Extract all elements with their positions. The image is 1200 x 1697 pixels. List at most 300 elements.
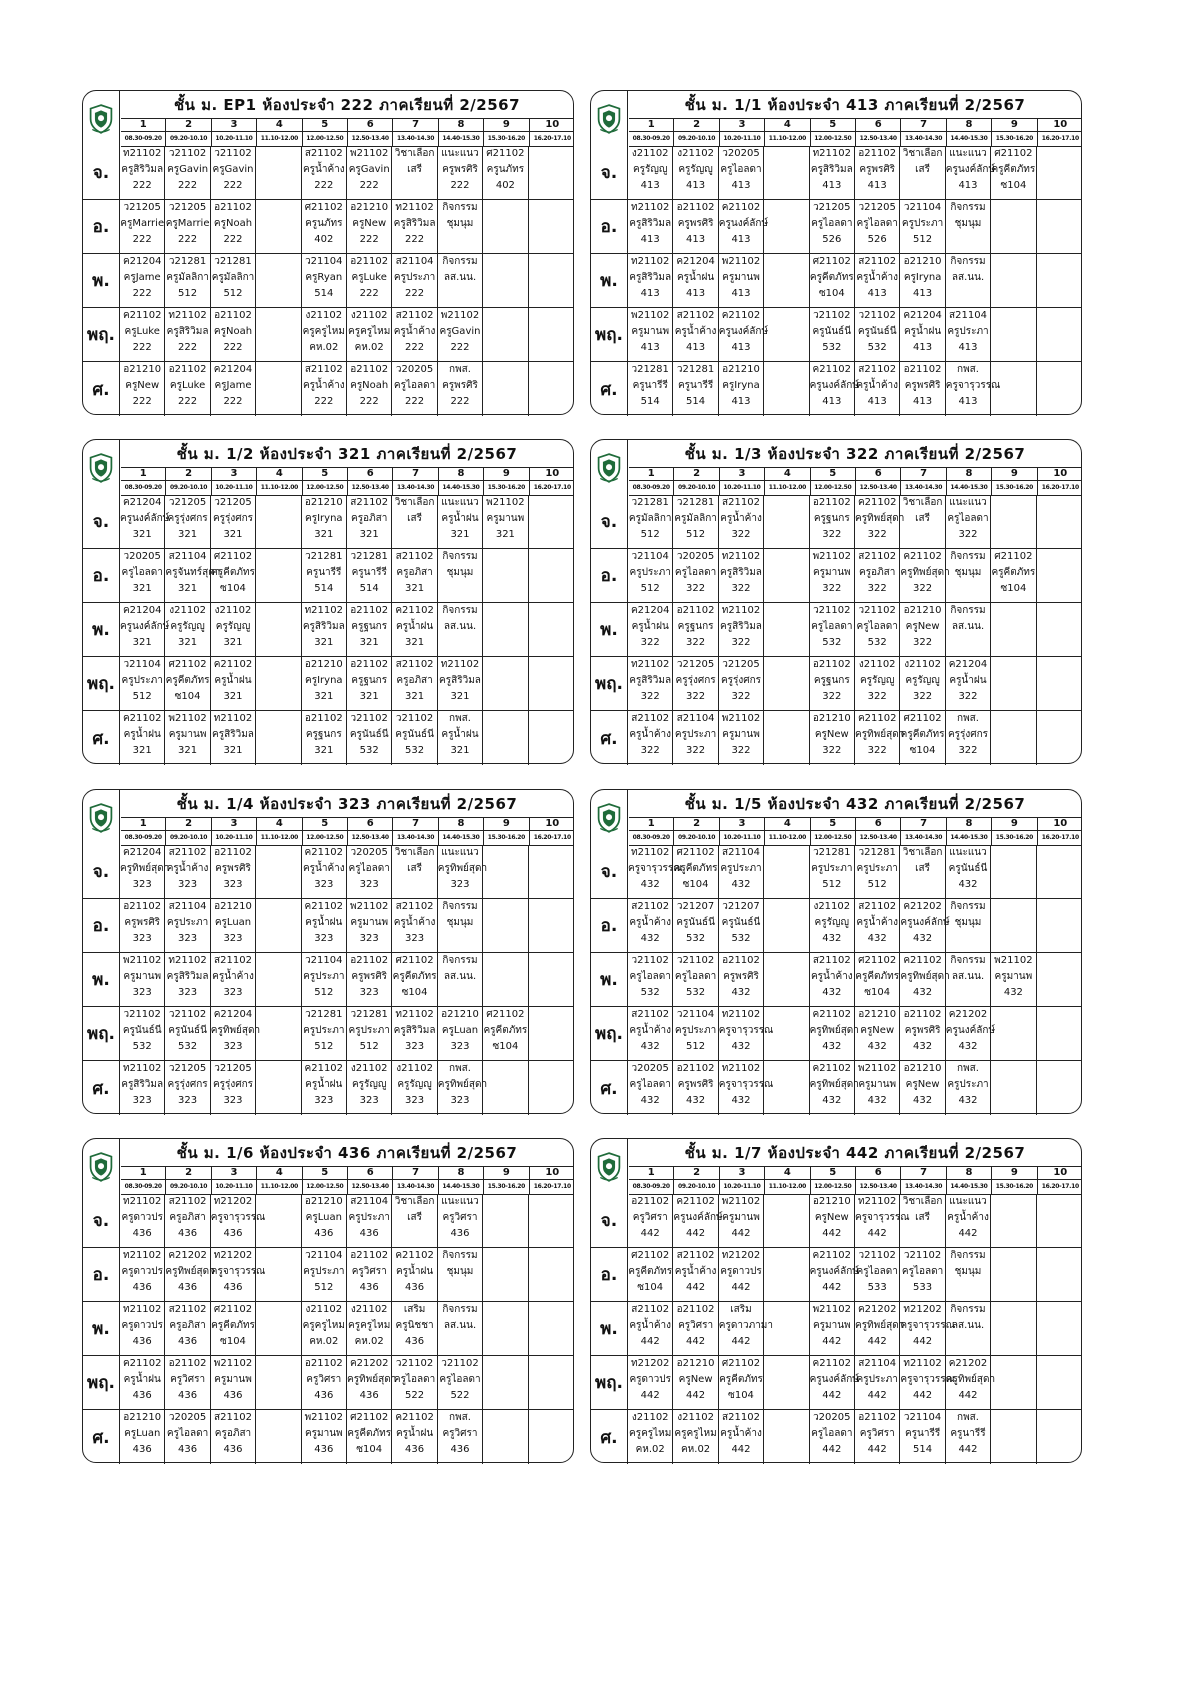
period-time: 12.50-13.40	[856, 131, 901, 146]
teacher-name: ครูน้ำค้าง	[393, 917, 436, 928]
schedule-cell	[810, 899, 855, 952]
school-emblem-icon	[83, 790, 120, 845]
timetable-card	[82, 90, 574, 415]
room-number: 432	[958, 879, 978, 890]
room-number: 413	[867, 288, 887, 299]
period-number: 4	[257, 817, 302, 830]
period-number: 4	[765, 467, 810, 480]
room-number: 442	[913, 1336, 933, 1347]
teacher-name: ครูจารุวรรณ	[210, 1266, 266, 1277]
room-number: 436	[223, 1390, 243, 1401]
schedule-cell	[256, 146, 301, 199]
course-code: พ21102	[721, 256, 761, 267]
room-number: 413	[731, 396, 751, 407]
schedule-cell	[764, 1356, 809, 1409]
course-code: ส21102	[631, 901, 670, 912]
teacher-name: ครูไอลดา	[811, 1428, 853, 1439]
schedule-cell	[719, 495, 764, 548]
room-number: 436	[178, 1282, 198, 1293]
day-row	[591, 1410, 1081, 1464]
course-code: ค21102	[395, 1412, 434, 1423]
day-label: พฤ.	[83, 657, 120, 710]
course-code: อ21210	[858, 1009, 897, 1020]
room-number: 413	[958, 180, 978, 191]
schedule-cell	[347, 1356, 397, 1409]
teacher-name: ครูไอลดา	[674, 567, 717, 578]
day-row	[591, 308, 1081, 362]
room-number: 442	[867, 1228, 887, 1239]
teacher-name: ครูมัลลิกา	[628, 513, 672, 524]
course-code: ง21102	[396, 1063, 433, 1074]
room-number: 436	[405, 1444, 425, 1455]
period-time: 16.20-17.10	[533, 1183, 571, 1190]
period-number: 1	[121, 467, 166, 480]
teacher-name: ครูไอลดา	[856, 621, 898, 632]
schedule-cell	[1037, 362, 1082, 416]
schedule-cell	[900, 549, 950, 602]
teacher-name: ครูสิริวิมล	[166, 326, 209, 337]
schedule-cell	[809, 1061, 859, 1115]
course-code: ศ21102	[994, 148, 1033, 159]
day-row	[83, 362, 573, 416]
teacher-name: ครูไอลดา	[720, 164, 762, 175]
teacher-name: เสรี	[407, 1212, 423, 1223]
room-number: 442	[686, 1390, 706, 1401]
schedule-cell	[673, 1302, 718, 1355]
period-time: 08.30-09.20	[121, 1179, 166, 1194]
course-code: ศ21102	[213, 551, 253, 562]
course-code: ส21102	[395, 551, 434, 562]
course-code: กพส.	[957, 1063, 979, 1074]
room-number: 436	[223, 1282, 243, 1293]
teacher-name: ครูพรศิริ	[215, 863, 251, 874]
schedule-cell	[900, 1194, 945, 1247]
schedule-cell	[210, 1248, 266, 1301]
course-code: วิชาเลือก	[902, 497, 943, 508]
schedule-cell	[673, 603, 718, 656]
room-number: ซ104	[909, 745, 936, 756]
teacher-name: ครูวิศรา	[306, 1374, 342, 1385]
course-code: ว20205	[631, 1063, 669, 1074]
schedule-cell	[120, 1007, 165, 1060]
course-code: ค21102	[304, 1063, 344, 1074]
course-code: ส21102	[676, 1250, 715, 1261]
schedule-cell	[165, 603, 210, 656]
course-code: ว21102	[168, 148, 207, 159]
room-number: 436	[132, 1444, 152, 1455]
day-label: ศ.	[591, 362, 628, 416]
schedule-cell	[210, 1194, 266, 1247]
course-code: กพส.	[449, 1412, 471, 1423]
schedule-cell	[165, 711, 210, 765]
period-number: 4	[257, 118, 302, 131]
schedule-cell	[764, 899, 809, 952]
schedule-cell	[483, 308, 528, 361]
schedule-cell	[1037, 899, 1082, 952]
teacher-name: ครูนารีรี	[950, 1428, 986, 1439]
course-code: ท21102	[721, 1009, 761, 1020]
teacher-name: ครูไอลดา	[629, 971, 671, 982]
course-code: ศ21102	[994, 551, 1033, 562]
schedule-cell	[211, 549, 256, 602]
course-code: ส21102	[858, 901, 897, 912]
teacher-name: ครูไอลดา	[439, 1374, 481, 1385]
room-number: 436	[359, 1390, 379, 1401]
teacher-name: ครูฐนกร	[351, 675, 388, 686]
schedule-cell	[945, 1356, 996, 1409]
course-code: อ21102	[168, 1358, 207, 1369]
course-code: ท21102	[630, 256, 670, 267]
course-code: ศ21102	[721, 1358, 761, 1369]
room-number: 222	[132, 288, 152, 299]
schedule-cell	[120, 1410, 165, 1464]
course-code: ค21102	[721, 310, 761, 321]
course-code: ท21202	[630, 1358, 670, 1369]
course-code: แนะแนว	[949, 148, 987, 159]
course-code: ง21102	[631, 148, 669, 159]
course-code: ว21205	[214, 1063, 252, 1074]
period-number: 10	[1053, 119, 1068, 130]
room-number: ซ104	[1000, 583, 1027, 594]
schedule-cell	[302, 146, 347, 199]
schedule-cell	[764, 657, 809, 710]
period-number: 5	[303, 1166, 348, 1179]
room-number: 322	[640, 637, 660, 648]
period-number: 2	[674, 118, 719, 131]
teacher-name: ครูจารุวรรณ	[718, 1079, 774, 1090]
period-number: 5	[811, 817, 856, 830]
teacher-name: ชุมนุม	[954, 567, 982, 578]
schedule-cell	[628, 254, 673, 307]
course-code: ง21102	[858, 659, 896, 670]
course-code: แนะแนว	[949, 847, 987, 858]
schedule-cell	[392, 1302, 437, 1355]
course-code: ว21281	[168, 256, 207, 267]
teacher-name: ครูNoah	[350, 380, 389, 391]
teacher-name: ครูพรศิริ	[442, 164, 478, 175]
course-code: ง21102	[631, 1412, 669, 1423]
period-number: 10	[1053, 1167, 1068, 1178]
schedule-cell	[120, 1302, 165, 1355]
schedule-cell	[991, 603, 1036, 656]
course-code: อ21210	[214, 901, 252, 912]
schedule-cell	[719, 603, 764, 656]
course-code: ค21102	[812, 364, 852, 375]
teacher-name: ครูพรศิริ	[677, 1079, 714, 1090]
period-number: 8	[947, 1166, 992, 1179]
teacher-name: ครูอภิสา	[169, 1212, 206, 1223]
schedule-cell	[810, 549, 855, 602]
schedule-cell	[256, 1302, 301, 1355]
teacher-name: ครูรัญญู	[905, 675, 940, 686]
period-time: 14.40-15.30	[947, 131, 992, 146]
schedule-cell	[673, 254, 718, 307]
period-time: 13.40-14.30	[901, 131, 946, 146]
room-number: 432	[958, 1095, 978, 1106]
schedule-cell	[1037, 254, 1082, 307]
card-header	[591, 1139, 1081, 1194]
room-number: 321	[314, 745, 334, 756]
schedule-cell	[673, 1061, 718, 1115]
teacher-name: ครูนารีรี	[677, 380, 714, 391]
schedule-cell	[673, 362, 718, 416]
schedule-cell	[810, 603, 855, 656]
schedule-cell	[437, 845, 488, 898]
schedule-cell	[673, 657, 718, 710]
teacher-name: ครูน้ำฝน	[395, 1266, 434, 1277]
course-code: อ21102	[304, 1358, 343, 1369]
teacher-name: เสรี	[407, 863, 423, 874]
schedule-cell	[256, 1248, 301, 1301]
teacher-name: ครูLuke	[351, 272, 387, 283]
course-code: กิจกรรม	[950, 256, 986, 267]
teacher-name: ลส.นน.	[951, 621, 985, 632]
teacher-name: ครูสิริวิมล	[393, 1025, 436, 1036]
period-time: 13.40-14.30	[393, 480, 438, 495]
period-number: 8	[439, 118, 484, 131]
room-number: คห.02	[309, 1336, 339, 1347]
course-code: ค21202	[168, 1250, 207, 1261]
course-code: ศ21102	[486, 1009, 525, 1020]
room-number: 532	[686, 933, 706, 944]
schedule-cell	[120, 1248, 165, 1301]
period-time: 16.20-17.10	[1041, 484, 1079, 491]
schedule-cell	[855, 549, 900, 602]
course-code: ว21102	[858, 1250, 896, 1261]
schedule-cell	[165, 362, 210, 416]
room-number: 321	[223, 637, 243, 648]
teacher-name: ครูทิพย์สุดา	[210, 1025, 261, 1036]
room-number: 514	[640, 396, 660, 407]
schedule-grid	[591, 495, 1081, 765]
course-code: ส21102	[631, 1009, 670, 1020]
teacher-name: ครูมานพ	[722, 729, 760, 740]
teacher-name: ครูอภิสา	[351, 513, 388, 524]
teacher-name: ครูทิพย์สุดา	[437, 1079, 488, 1090]
course-code: อ21210	[676, 1358, 715, 1369]
schedule-cell	[673, 495, 718, 548]
day-row	[83, 711, 573, 765]
room-number: 413	[958, 396, 978, 407]
course-code: อ21102	[350, 605, 389, 616]
schedule-cell	[900, 899, 950, 952]
schedule-cell	[900, 1248, 945, 1301]
schedule-cell	[810, 953, 855, 1006]
schedule-cell	[810, 146, 855, 199]
schedule-cell	[120, 603, 170, 656]
day-row	[83, 845, 573, 899]
course-code: ท21102	[168, 310, 207, 321]
room-number: 514	[314, 583, 334, 594]
course-code: ง21102	[904, 659, 941, 670]
schedule-cell	[256, 1061, 301, 1115]
schedule-cell	[810, 1410, 855, 1464]
course-code: ท21202	[903, 1304, 942, 1315]
schedule-cell	[302, 1410, 347, 1464]
schedule-cell	[1037, 1248, 1082, 1301]
schedule-cell	[855, 899, 900, 952]
schedule-cell	[764, 495, 809, 548]
schedule-cell	[256, 711, 301, 765]
period-time: 09.20-10.10	[166, 830, 211, 845]
schedule-cell	[855, 362, 900, 416]
schedule-cell	[946, 549, 991, 602]
room-number: ซ104	[401, 987, 428, 998]
room-number: 323	[405, 933, 425, 944]
schedule-cell	[347, 254, 392, 307]
period-number: 6	[856, 118, 901, 131]
teacher-name: ครูวิศรา	[442, 1212, 478, 1223]
teacher-name: ครูประภา	[947, 326, 989, 337]
teacher-name: ครูนันธ์นี	[168, 1025, 207, 1036]
period-number: 8	[439, 817, 484, 830]
teacher-name: ครูNoah	[213, 326, 253, 337]
schedule-cell	[256, 657, 301, 710]
period-number: 3	[212, 118, 257, 131]
course-code: พ21102	[630, 310, 670, 321]
teacher-name: ครูGavin	[439, 326, 481, 337]
course-code: ว21281	[631, 364, 669, 375]
course-code: ค21102	[395, 605, 434, 616]
school-emblem-icon	[83, 91, 120, 146]
schedule-cell	[900, 1356, 955, 1409]
schedule-cell	[120, 549, 165, 602]
schedule-cell	[211, 308, 256, 361]
room-number: 532	[731, 933, 751, 944]
course-code: ท21102	[122, 1250, 162, 1261]
room-number: 436	[359, 1228, 379, 1239]
room-number: 432	[822, 1095, 842, 1106]
course-code: ค21204	[213, 1009, 253, 1020]
day-row	[83, 899, 573, 953]
teacher-name: ครูมานพ	[350, 917, 389, 928]
course-code: วิชาเลือก	[902, 148, 943, 159]
schedule-cell	[628, 711, 673, 765]
teacher-name: ครูนันธ์นี	[349, 729, 389, 740]
schedule-cell	[256, 1194, 301, 1247]
course-code: วิชาเลือก	[394, 847, 435, 858]
day-label: ศ.	[591, 711, 628, 765]
schedule-cell	[165, 845, 210, 898]
teacher-name: ครูดาวปร	[629, 1374, 671, 1385]
teacher-name: ครูMarrie	[120, 218, 165, 229]
day-label: จ.	[83, 1194, 120, 1247]
period-number: 4	[765, 817, 810, 830]
room-number: 436	[405, 1282, 425, 1293]
course-code: ว20205	[350, 847, 388, 858]
schedule-cell	[483, 953, 528, 1006]
schedule-cell	[810, 657, 855, 710]
teacher-name: ครูพรศิริ	[124, 917, 161, 928]
schedule-cell	[347, 549, 392, 602]
teacher-name: ครูพรศิริ	[904, 1025, 941, 1036]
room-number: 413	[958, 342, 978, 353]
room-number: 323	[178, 1095, 198, 1106]
period-time: 16.20-17.10	[533, 834, 571, 841]
period-time: 09.20-10.10	[674, 131, 719, 146]
course-code: ส21104	[395, 256, 434, 267]
course-code: อ21102	[214, 310, 252, 321]
period-time: 13.40-14.30	[901, 480, 946, 495]
course-code: ส21102	[722, 1412, 760, 1423]
schedule-grid	[83, 146, 573, 416]
schedule-cell	[855, 308, 900, 361]
room-number: 321	[314, 637, 334, 648]
schedule-cell	[483, 495, 528, 548]
room-number: 442	[822, 1444, 842, 1455]
teacher-name: ครูอภิสา	[396, 675, 433, 686]
teacher-name: ครูทิพย์สุดา	[809, 1025, 859, 1036]
schedule-cell	[347, 146, 392, 199]
period-number: 6	[348, 118, 393, 131]
teacher-name: ครูมัลลิกา	[166, 272, 209, 283]
teacher-name: ครูน้ำค้าง	[302, 164, 345, 175]
schedule-cell	[529, 1356, 574, 1409]
day-row	[591, 1302, 1081, 1356]
room-number: 322	[731, 745, 751, 756]
card-title: ชั้น ม. 1/1 ห้องประจำ 413 ภาคเรียนที่ 2/2567	[629, 91, 1081, 119]
course-code: ท21202	[213, 1250, 253, 1261]
period-time: 10.20-11.10	[212, 131, 257, 146]
teacher-name: ครูน้ำค้าง	[947, 1212, 989, 1223]
course-code: ว20205	[168, 1412, 207, 1423]
course-code: อ21102	[858, 1412, 897, 1423]
room-number: ซ104	[864, 987, 891, 998]
course-code: ค21102	[122, 1358, 162, 1369]
course-code: ส21102	[676, 310, 715, 321]
room-number: ซ104	[356, 1444, 383, 1455]
schedule-cell	[120, 254, 165, 307]
period-time: 13.40-14.30	[901, 1179, 946, 1194]
schedule-cell	[764, 200, 809, 253]
teacher-name: ครูนันธ์นี	[857, 326, 897, 337]
period-time-row	[629, 830, 1081, 846]
room-number: 532	[867, 342, 887, 353]
course-code: ว21102	[813, 310, 851, 321]
schedule-cell	[673, 200, 718, 253]
room-number: 321	[178, 583, 198, 594]
schedule-cell	[529, 711, 574, 765]
period-number: 9	[992, 817, 1037, 830]
teacher-name: ครูทิพย์สุดา	[347, 1374, 397, 1385]
period-time: 13.40-14.30	[901, 830, 946, 845]
course-code: ว21102	[903, 1250, 942, 1261]
schedule-cell	[628, 549, 673, 602]
teacher-name: ครูครูไหม	[629, 1428, 672, 1439]
teacher-name: ครูรุ่งศกร	[167, 513, 208, 524]
schedule-cell	[392, 362, 437, 416]
schedule-cell	[628, 953, 673, 1006]
period-time: 16.20-17.10	[1041, 834, 1079, 841]
schedule-cell	[719, 1248, 764, 1301]
room-number: 322	[958, 529, 978, 540]
course-code: ว20205	[722, 148, 760, 159]
period-number: 10	[545, 1167, 560, 1178]
teacher-name: ครูคีตภัทร	[991, 567, 1036, 578]
teacher-name: ชุมนุม	[446, 567, 474, 578]
teacher-name: ครูสิริวิมล	[810, 164, 853, 175]
room-number: 323	[178, 987, 198, 998]
schedule-cell	[302, 362, 347, 416]
teacher-name: ครูคีตภัทร	[719, 1374, 763, 1385]
schedule-cell	[483, 1302, 528, 1355]
teacher-name: ลส.นน.	[951, 1320, 985, 1331]
schedule-cell	[1037, 495, 1082, 548]
period-number: 7	[901, 817, 946, 830]
course-code: ว21102	[168, 1009, 207, 1020]
room-number: 222	[223, 342, 243, 353]
room-number: 322	[913, 637, 933, 648]
